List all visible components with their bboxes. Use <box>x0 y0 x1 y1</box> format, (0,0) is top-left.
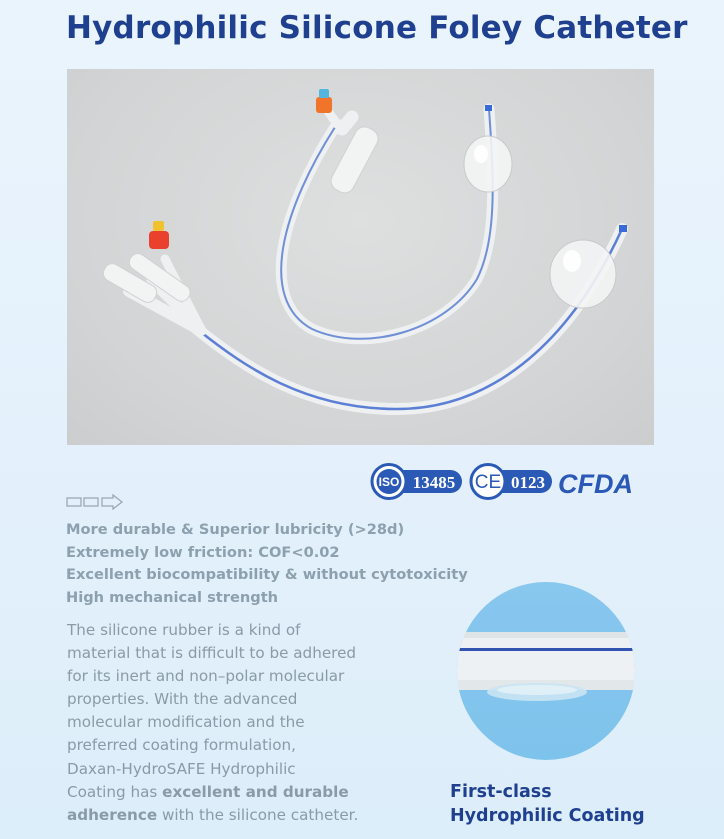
coating-caption: First-class Hydrophilic Coating <box>450 782 645 826</box>
page-title: Hydrophilic Silicone Foley Catheter <box>66 10 688 46</box>
feature-item: More durable & Superior lubricity (>28d) <box>66 521 405 538</box>
product-photo <box>67 69 654 445</box>
feature-item: Excellent biocompatibility & without cytotoxicity <box>66 566 468 584</box>
iso-logo <box>372 465 462 499</box>
feature-list <box>66 519 468 610</box>
iso-mark: ISO <box>378 475 400 489</box>
cfda-logo: CFDA <box>558 469 633 499</box>
ce-number: 0123 <box>511 473 545 492</box>
certification-logos <box>368 462 658 502</box>
feature-item: Extremely low friction: COF<0.02 <box>66 543 340 561</box>
iso-number: 13485 <box>412 473 456 492</box>
description-paragraph: The silicone rubber is a kind of material that is difficult to be adhered for its inert and non–polar molecular properties. With the advanced molecular modification and the preferred coating formulation, Daxan-HydroSAFE Hydrophilic Coating has excellent and durable adherence with the silicone catheter. <box>67 621 359 824</box>
ce-logo <box>471 465 552 499</box>
ce-mark: CE <box>474 472 502 493</box>
arrow-decoration-icon <box>66 494 128 514</box>
feature-item: High mechanical strength <box>66 589 279 607</box>
coating-closeup-image <box>457 582 635 760</box>
